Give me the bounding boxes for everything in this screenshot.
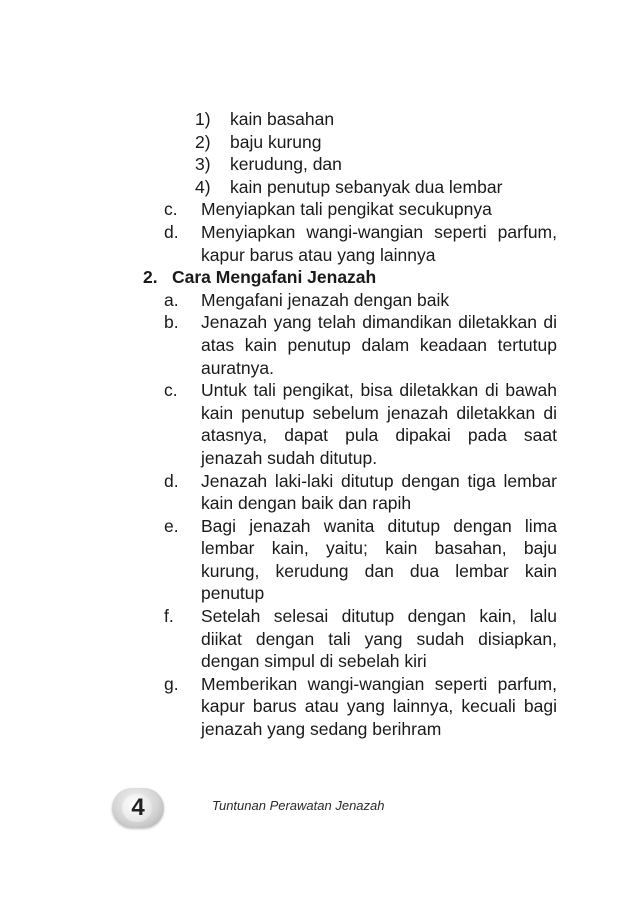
item-text: Menyiapkan tali pengikat secukupnya <box>201 199 492 220</box>
lettered-list-item <box>0 673 557 741</box>
item-letter: b. <box>164 312 179 333</box>
item-letter: f. <box>164 606 174 627</box>
item-text: Setelah selesai ditutup dengan kain, lalu diikat dengan tali yang sudah disiapkan, dengan simpul di sebelah kiri <box>201 606 557 672</box>
item-letter: c. <box>164 199 178 220</box>
item-letter: a. <box>164 289 179 310</box>
page-number-badge <box>112 788 164 828</box>
numbered-list-item <box>0 108 560 131</box>
section-heading <box>0 266 644 289</box>
lettered-list-item <box>0 605 557 673</box>
item-letter: g. <box>164 673 179 694</box>
item-text: Memberikan wangi-wangian seperti parfum, kapur barus atau yang lainnya, kecuali bagi jenazah yang sedang berihram <box>201 673 557 740</box>
numbered-list-item <box>0 153 560 176</box>
book-title: Tuntunan Perawatan Jenazah <box>212 798 385 813</box>
item-text: baju kurung <box>230 131 322 152</box>
item-letter: d. <box>164 470 179 491</box>
item-letter: d. <box>164 221 179 242</box>
item-letter: e. <box>164 515 179 536</box>
section-number: 2. <box>143 267 158 288</box>
item-letter: c. <box>164 380 178 401</box>
item-text: Jenazah yang telah dimandikan diletakkan di atas kain penutup dalam keadaan tertutup auratnya. <box>201 312 557 378</box>
item-number: 3) <box>195 154 211 175</box>
item-number: 1) <box>195 109 211 129</box>
item-number: 2) <box>195 131 211 152</box>
page-footer <box>0 776 644 836</box>
item-text: Mengafani jenazah dengan baik <box>201 289 450 310</box>
lettered-list-item <box>0 515 557 605</box>
item-text: Menyiapkan wangi-wangian seperti parfum, kapur barus atau yang lainnya <box>201 221 557 265</box>
item-text: Untuk tali pengikat, bisa diletakkan di bawah kain penutup sebelum jenazah diletakkan di atasnya, dapat pula dipakai pada saat jenazah sudah ditutup. <box>201 380 557 468</box>
lettered-list-item <box>0 311 557 379</box>
page-body <box>0 108 644 741</box>
lettered-list-item <box>0 289 557 312</box>
item-text: kerudung, dan <box>230 154 342 175</box>
numbered-list-item <box>0 176 560 199</box>
numbered-list-item <box>0 131 560 154</box>
lettered-list-item <box>0 221 557 266</box>
item-text: kain basahan <box>230 109 335 129</box>
item-text: Jenazah laki-laki ditutup dengan tiga lembar kain dengan baik dan rapih <box>201 470 557 514</box>
lettered-list-item <box>0 379 557 469</box>
page-number: 4 <box>131 794 145 821</box>
item-number: 4) <box>195 176 211 197</box>
lettered-list-item <box>0 470 557 515</box>
section-title: Cara Mengafani Jenazah <box>172 267 377 288</box>
item-text: Bagi jenazah wanita ditutup dengan lima lembar kain, yaitu; kain basahan, baju kurung, kerudung dan dua lembar kain penutup <box>201 515 557 604</box>
item-text: kain penutup sebanyak dua lembar <box>230 176 503 197</box>
lettered-list-item <box>0 198 557 221</box>
